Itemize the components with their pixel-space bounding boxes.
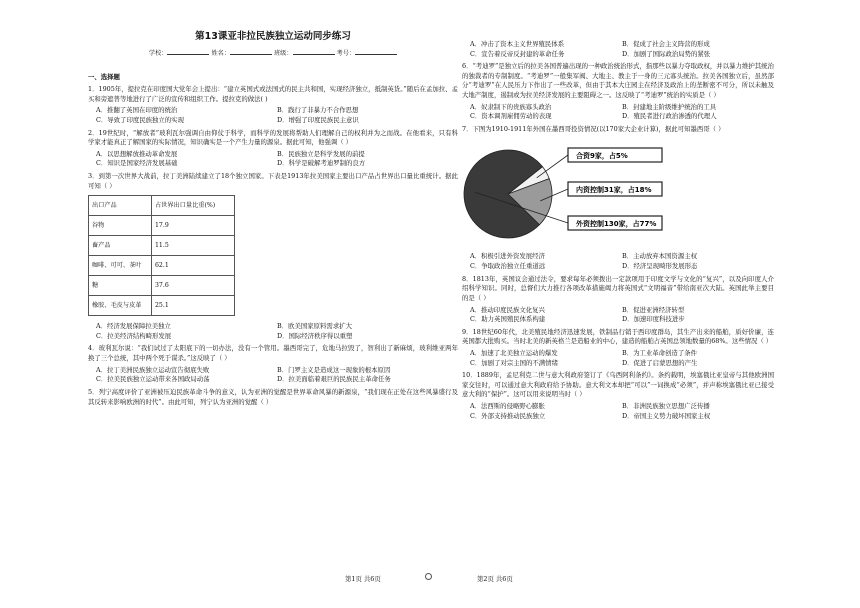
option-b[interactable]: B．封建地主阶级维护统治的工具	[622, 102, 717, 111]
question-3	[88, 172, 458, 341]
option-b[interactable]: B．为工业革命创造了条件	[622, 348, 697, 357]
question-stem: 6．“考迪罗”是独立后的拉美各国普遍出现的一种政治统治形式，指那些以暴力夺取政权，并以暴力维护其统治的独裁者的专制制度。“考迪罗”一般集军阀、大地主、教主于一身的三元寡头统治。拉美各国独立后，虽然部分“考迪罗”在人民压力下作出了一些改革，但由于其本大庄园主在经济及政治上的垄断密不可分，所以未触及大地产制度，遏制或为拉美经济发展的主要阻碍之一。这反映了“考迪罗”统治的实质是（ ）	[462, 62, 774, 100]
table-row	[89, 216, 235, 236]
question-stem: 10．1889年，孟尼利克二世与意大利政府签订了《乌西阿利条约》。条约载明，埃塞俄比亚皇帝与其他欧洲国家交往时，可以通过意大利政府给予协助。意大利文本却把“可以”一词换成“必须”，并声称埃塞俄比亚已接受意大利的“保护”。这可以用来说明当时（ ）	[462, 371, 774, 399]
pie-label-text: 内资控制31家，占18%	[576, 186, 652, 195]
table-header-row	[89, 196, 235, 216]
question-stem: 1．1905年，提拉克在印度国大党年会上提出：“建立英国式或法国式的民主共和国，实现经济独立，抵制英货。”随后在孟加拉、孟买和旁遮普等地进行了广泛的宣传和组织工作。提拉克的做法( )	[88, 85, 458, 103]
option-b[interactable]: B．促成了社会主义阵营的形成	[622, 40, 710, 48]
school-label: 学校：	[148, 50, 168, 58]
question-7	[462, 125, 774, 272]
option-c[interactable]: C．助力英国殖民体系构建	[470, 315, 546, 324]
option-a[interactable]: A．奴隶制下的贵族寡头政治	[470, 102, 552, 111]
left-column	[88, 0, 458, 409]
question-stem: 4．玻利瓦尔说：“我们试过了太阳底下的一切办法，没有一个管用。墨西哥完了，危地马拉毁了，智利出了新麻烦，玻利维亚两年换了三个总统，其中两个死于谋杀。”这反映了（ ）	[88, 344, 458, 363]
option-c[interactable]: C．加剧了对宗主国的不满情绪	[470, 358, 558, 367]
table-cell: 橡胶、毛皮与皮革	[89, 296, 152, 316]
question-stem: 5．列宁高度评价了亚洲被压迫民族革命斗争的意义，认为亚洲的觉醒是世界革命风暴的新源泉，“我们现在正处在这些风暴盛行及其反转来影响欧洲的时代”。由此可知，列宁认为亚洲的觉醒（ ）	[88, 387, 458, 406]
option-b[interactable]: B．践行了非暴力不合作思想	[277, 106, 359, 115]
question-5-stem-block	[88, 388, 458, 407]
option-c[interactable]: C．资本调剂雇佣劳动的表现	[470, 112, 552, 121]
option-d[interactable]: D．增强了印度民族民主意识	[277, 115, 359, 124]
table-header-cell: 占世界出口量比重(%)	[152, 196, 235, 216]
question-8	[462, 275, 774, 325]
export-share-table	[88, 195, 235, 316]
option-d[interactable]: D．科学是破解考迪罗制的良方	[277, 159, 366, 168]
table-cell: 25.1	[152, 296, 235, 316]
name-blank[interactable]	[230, 48, 272, 55]
option-b[interactable]: B．民族独立是科学发展的前提	[277, 149, 365, 158]
option-d[interactable]: D．国际经济秩序得以重塑	[277, 331, 353, 340]
table-header-cell: 出口产品	[89, 196, 152, 216]
school-blank[interactable]	[167, 48, 209, 55]
investment-pie-chart	[462, 138, 777, 248]
table-cell: 糖	[89, 276, 152, 296]
option-d[interactable]: D．加剧了国际政治局势的紧张	[622, 49, 711, 58]
question-stem: 2．19世纪时，“解放者”玻利瓦尔强调自由仰仗于科学，而科学的发展将帮助人们理解自己的权利并为之而战。在他看来，只有科学家才能真正了解国家的实际情况，知识确实是一个产生力量的源泉。据此可知，他强调（ ）	[88, 128, 458, 147]
option-b[interactable]: B．欧美国家原料需求扩大	[277, 322, 352, 331]
option-c[interactable]: C．拉美民族独立运动带来各国政局动荡	[96, 375, 210, 384]
option-c[interactable]: C．争取政治独立任重道远	[470, 262, 546, 271]
page-number-left: 第1页 共6页	[345, 575, 381, 583]
class-label: 班级：	[273, 50, 293, 58]
right-column	[462, 0, 774, 423]
table-cell: 谷物	[89, 216, 152, 236]
exam-no-label: 考号：	[336, 50, 356, 58]
option-d[interactable]: D．殖民者进行政治渗透的代理人	[622, 112, 717, 121]
table-cell: 37.6	[152, 276, 235, 296]
option-a[interactable]: A．加速了北美独立运动的爆发	[470, 348, 558, 357]
page-divider-dot	[425, 573, 432, 580]
option-d[interactable]: D．拉美面临着艰巨的民族民主革命任务	[277, 375, 391, 384]
worksheet-title: 第13课亚非拉民族独立运动同步练习	[195, 31, 351, 42]
option-c[interactable]: C．导致了印度民族独立的实现	[96, 115, 184, 124]
question-1	[88, 85, 458, 125]
pie-label-text: 合资9家，占5%	[576, 152, 628, 161]
option-d[interactable]: D．帝国主义势力破坏国家主权	[622, 411, 711, 420]
pie-label-text: 外资控制130家，占77%	[576, 220, 657, 229]
option-a[interactable]: A．推翻了英国在印度的统治	[96, 106, 178, 115]
table-cell: 17.9	[152, 216, 235, 236]
name-label: 姓名：	[211, 50, 231, 58]
question-6	[462, 62, 774, 122]
exam-no-blank[interactable]	[355, 48, 397, 55]
option-a[interactable]: A．推动印度民族文化复兴	[470, 305, 545, 314]
option-a[interactable]: A．冲击了资本主义世界殖民体系	[470, 40, 565, 48]
question-stem: 3．到第一次世界大战前，拉丁美洲陆续建立了18个独立国家。下表是1913年拉美国家主要出口产品占世界出口量比重统计。据此可知（ ）	[88, 172, 458, 190]
option-d[interactable]: D．促进了启蒙思想的产生	[622, 358, 698, 367]
option-a[interactable]: A．拉丁美洲民族独立运动宣告彻底失败	[96, 365, 210, 374]
option-c[interactable]: C．宣告着反帝反封建的革命任务	[470, 49, 565, 58]
table-row	[89, 296, 235, 316]
table-row	[89, 256, 235, 276]
option-b[interactable]: B．主动放弃本国资源主权	[622, 252, 697, 261]
option-c[interactable]: C．外部支持推动民族独立	[470, 411, 546, 420]
table-cell: 畜产品	[89, 236, 152, 256]
option-a[interactable]: A．经济发展保障拉美独立	[96, 322, 171, 331]
section-heading: 一、选择题	[88, 72, 120, 81]
pie-chart-svg	[462, 138, 777, 248]
question-2	[88, 129, 458, 169]
table-row	[89, 276, 235, 296]
student-info-line	[88, 48, 458, 58]
option-b[interactable]: B．门罗主义是造成这一现象的根本原因	[277, 365, 391, 374]
option-d[interactable]: D．加速印度科技进步	[622, 315, 685, 324]
table-row	[89, 236, 235, 256]
question-stem: 9．18世纪60年代，北美殖民地经济迅速发展，铁制品行销于西印度群岛，其生产出来的船舶，质好价廉，连英国都大批购买。当时北美的新英格兰是造船业的中心，建造的船舶占英国总领地数量的68%。这些情况（ ）	[462, 327, 774, 346]
spacer	[462, 0, 774, 40]
table-cell: 咖啡、可可、茶叶	[89, 256, 152, 276]
option-c[interactable]: C．知识是国家经济发展基础	[96, 159, 178, 168]
option-c[interactable]: C．拉美经济结构畸形发展	[96, 331, 172, 340]
option-d[interactable]: D．经济呈现畸形发展形态	[622, 262, 698, 271]
option-a[interactable]: A．积极引进外资发展经济	[470, 252, 545, 261]
question-stem: 8．1813年，英国议会通过法令，要求每年必须拨出一定款项用于印度文学与文化的“复兴”，以及向印度人介绍科学知识。同时，总督们大力推行各项改革措施竭力将英国式“文明福音”带给南亚次大陆。英国此举主要目的是（ ）	[462, 274, 774, 302]
page-number-right: 第2页 共6页	[477, 575, 513, 583]
question-4	[88, 344, 458, 384]
option-b[interactable]: B．促进亚洲经济转型	[622, 305, 685, 314]
option-a[interactable]: A．以思想解放推动革命发展	[96, 149, 178, 158]
question-5-options	[462, 40, 774, 59]
option-a[interactable]: A．法西斯的侵略野心膨胀	[470, 402, 545, 411]
option-b[interactable]: B．非洲民族独立思想广泛传播	[622, 402, 710, 411]
table-cell: 11.5	[152, 236, 235, 256]
question-stem: 7．下图为1910-1911年外国在墨西哥投资情况(以170家大企业计算)，据此可知墨西哥（ ）	[462, 124, 725, 133]
class-blank[interactable]	[293, 48, 335, 55]
question-9	[462, 328, 774, 368]
table-cell: 62.1	[152, 256, 235, 276]
question-10	[462, 371, 774, 421]
